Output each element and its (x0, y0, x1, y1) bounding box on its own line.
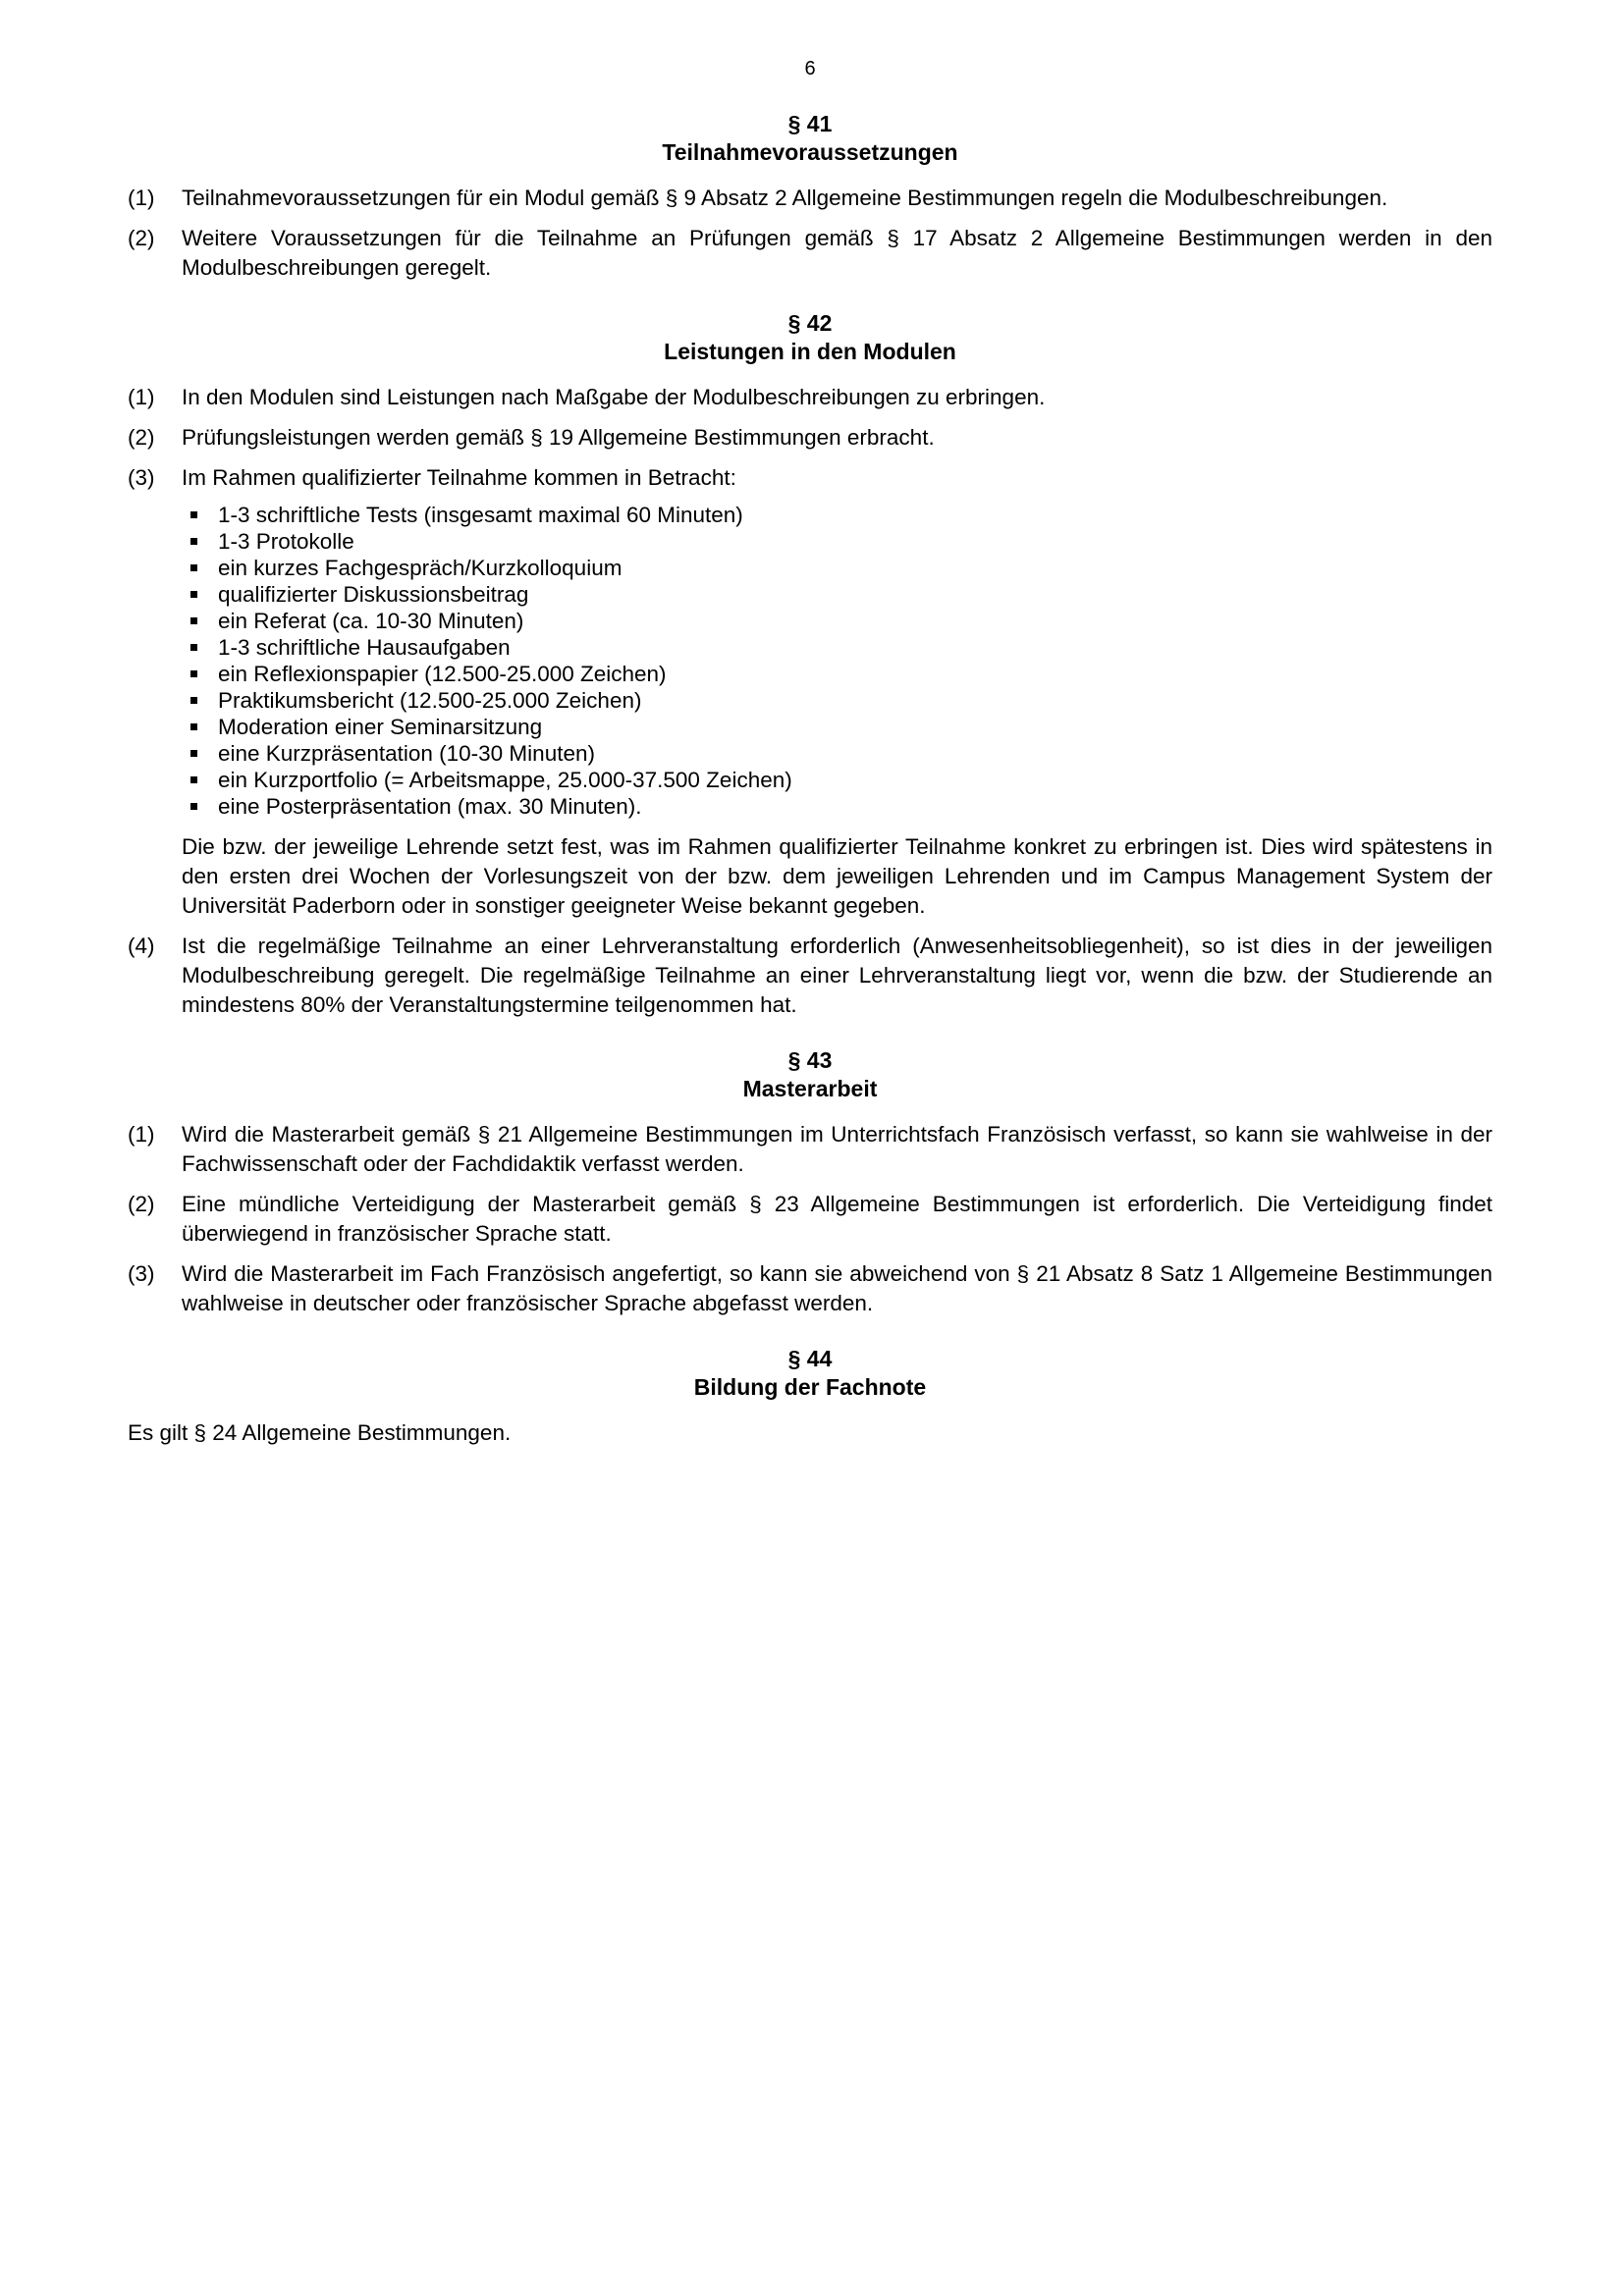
section-42-heading (128, 309, 1492, 366)
paragraph-continuation-text: Die bzw. der jeweilige Lehrende setzt fest, was im Rahmen qualifizierter Teilnahme konkret zu erbringen ist. Dies wird spätestens in den ersten drei Wochen der Vorlesungszeit von der bzw. dem jeweiligen Lehrenden und im Campus Management System der Universität Paderborn oder in sonstiger geeigneter Weise bekannt gegeben. (182, 834, 1492, 918)
paragraph-text: Im Rahmen qualifizierter Teilnahme kommen in Betracht: (182, 465, 736, 490)
paragraph-text: Weitere Voraussetzungen für die Teilnahme an Prüfungen gemäß § 17 Absatz 2 Allgemeine Bestimmungen werden in den Modulbeschreibungen geregelt. (182, 226, 1492, 280)
paragraph-41-1 (128, 184, 1492, 213)
bullet-item (182, 740, 1492, 767)
section-44-title: Bildung der Fachnote (693, 1374, 927, 1400)
bullet-item (182, 608, 1492, 634)
bullet-text: ein Reflexionspapier (12.500-25.000 Zeichen) (218, 662, 667, 686)
section-44-heading (128, 1345, 1492, 1402)
paragraph-number: (3) (128, 465, 155, 490)
bullet-item (182, 793, 1492, 820)
paragraph-number: (1) (128, 186, 155, 210)
square-bullet-icon (190, 644, 197, 651)
paragraph-43-3 (128, 1259, 1492, 1318)
bullet-text: ein Referat (ca. 10-30 Minuten) (218, 609, 524, 633)
paragraph-number: (2) (128, 226, 155, 250)
square-bullet-icon (190, 803, 197, 810)
square-bullet-icon (190, 511, 197, 518)
bullet-text: eine Kurzpräsentation (10-30 Minuten) (218, 741, 595, 766)
section-44 (128, 1345, 1492, 1448)
closing-text: Es gilt § 24 Allgemeine Bestimmungen. (128, 1420, 512, 1445)
paragraph-text: In den Modulen sind Leistungen nach Maßgabe der Modulbeschreibungen zu erbringen. (182, 385, 1046, 409)
bullet-item (182, 634, 1492, 661)
bullet-text: 1-3 schriftliche Hausaufgaben (218, 635, 511, 660)
square-bullet-icon (190, 723, 197, 730)
paragraph-number: (1) (128, 1122, 155, 1147)
square-bullet-icon (190, 697, 197, 704)
square-bullet-icon (190, 776, 197, 783)
bullet-item (182, 528, 1492, 555)
paragraph-text: Eine mündliche Verteidigung der Masterarbeit gemäß § 23 Allgemeine Bestimmungen ist erforderlich. Die Verteidigung findet überwiegend in französischer Sprache statt. (182, 1192, 1492, 1246)
bullet-item (182, 555, 1492, 581)
square-bullet-icon (190, 670, 197, 677)
section-41-title: Teilnahmevoraussetzungen (662, 139, 958, 165)
section-44-number: § 44 (787, 1346, 833, 1371)
section-43-heading (128, 1046, 1492, 1103)
paragraph-text: Teilnahmevoraussetzungen für ein Modul gemäß § 9 Absatz 2 Allgemeine Bestimmungen regeln die Modulbeschreibungen. (182, 186, 1388, 210)
section-41-number: § 41 (787, 111, 833, 136)
bullet-text: Moderation einer Seminarsitzung (218, 715, 543, 739)
paragraph-text: Ist die regelmäßige Teilnahme an einer Lehrveranstaltung erforderlich (Anwesenheitsobliegenheit), so ist dies in der jeweiligen Modulbeschreibung geregelt. Die regelmäßige Teilnahme an einer Lehrveranstaltung liegt vor, wenn die bzw. der Studierende an mindestens 80% der Veranstaltungstermine teilgenommen hat. (182, 934, 1492, 1017)
bullet-text: eine Posterpräsentation (max. 30 Minuten). (218, 794, 642, 819)
section-43-title: Masterarbeit (742, 1076, 878, 1101)
section-42-title: Leistungen in den Modulen (664, 339, 956, 364)
paragraph-42-2 (128, 423, 1492, 453)
square-bullet-icon (190, 617, 197, 624)
square-bullet-icon (190, 564, 197, 571)
bullet-text: qualifizierter Diskussionsbeitrag (218, 582, 529, 607)
square-bullet-icon (190, 750, 197, 757)
bullet-item (182, 687, 1492, 714)
paragraph-42-1 (128, 383, 1492, 412)
bullet-item (182, 714, 1492, 740)
paragraph-text: Prüfungsleistungen werden gemäß § 19 Allgemeine Bestimmungen erbracht. (182, 425, 935, 450)
paragraph-42-4 (128, 932, 1492, 1020)
paragraph-43-2 (128, 1190, 1492, 1249)
paragraph-text: Wird die Masterarbeit im Fach Französisch angefertigt, so kann sie abweichend von § 21 Absatz 8 Satz 1 Allgemeine Bestimmungen wahlweise in deutscher oder französischer Sprache abgefasst werden. (182, 1261, 1492, 1315)
paragraph-41-2 (128, 224, 1492, 283)
bullet-text: ein Kurzportfolio (= Arbeitsmappe, 25.000-37.500 Zeichen) (218, 768, 792, 792)
bullet-item (182, 502, 1492, 528)
page-number: 6 (804, 58, 816, 80)
paragraph-number: (4) (128, 934, 155, 958)
paragraph-number: (3) (128, 1261, 155, 1286)
bullet-text: 1-3 Protokolle (218, 529, 354, 554)
section-43-number: § 43 (787, 1047, 833, 1073)
paragraph-number: (2) (128, 425, 155, 450)
bullet-item (182, 767, 1492, 793)
bullet-list (182, 502, 1492, 820)
paragraph-number: (2) (128, 1192, 155, 1216)
section-43 (128, 1046, 1492, 1318)
bullet-item (182, 581, 1492, 608)
bullet-text: ein kurzes Fachgespräch/Kurzkolloquium (218, 556, 623, 580)
section-41 (128, 110, 1492, 283)
paragraph-text: Wird die Masterarbeit gemäß § 21 Allgemeine Bestimmungen im Unterrichtsfach Französisch verfasst, so kann sie wahlweise in der Fachwissenschaft oder der Fachdidaktik verfasst werden. (182, 1122, 1492, 1176)
paragraph-42-3 (128, 463, 1492, 921)
bullet-text: Praktikumsbericht (12.500-25.000 Zeichen) (218, 688, 642, 713)
section-42-number: § 42 (787, 310, 833, 336)
bullet-item (182, 661, 1492, 687)
section-42 (128, 309, 1492, 1020)
paragraph-number: (1) (128, 385, 155, 409)
square-bullet-icon (190, 538, 197, 545)
bullet-text: 1-3 schriftliche Tests (insgesamt maximal 60 Minuten) (218, 503, 743, 527)
section-41-heading (128, 110, 1492, 167)
paragraph-43-1 (128, 1120, 1492, 1179)
square-bullet-icon (190, 591, 197, 598)
